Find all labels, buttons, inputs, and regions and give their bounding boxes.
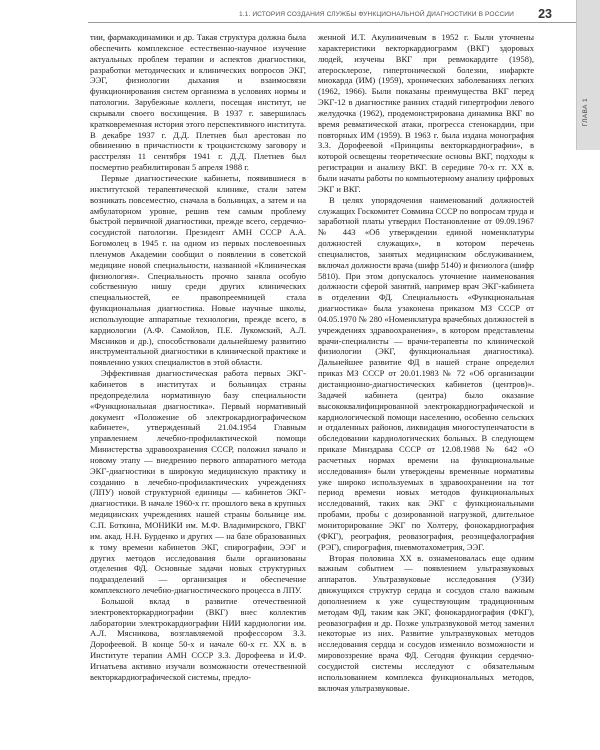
paragraph: тии, фармакодинамики и др. Такая структура должна была обеспечить комплексное естественно-научное изучение актуальных проблем терапии и аспектов диагностики, разработки методических и клинических вопросов ЭКГ, ЭЭГ, физиологии дыхания и взаимосвязи функционирования систем организма в условиях нормы и патологии. Зарубежные коллеги, посещая институт, не скрывали своего восхищения. В 1937 г. завершилась кратковременная история этого перспективного института. В декабре 1937 г. Д.Д. Плетнев был арестован по обвинению в причастности к троцкистскому заговору и расстрелян 11 сентября 1941 г. Д.Д. Плетнев был посмертно реабилитирован 5 апреля 1988 г. (90, 32, 306, 173)
chapter-tab (576, 0, 600, 150)
paragraph: Вторая половина XX в. ознаменовалась еще одним важным событием — появлением ультразвуковых аппаратов. Ультразвуковые исследования (УЗИ) движущихся структур сердца и сосудов стало важным дополнением к уже существующим традиционным методам ФД, таким как ЭКГ, фонокардиография (ФКГ), реовазография и др. Позже ультразвуковой метод заменил некоторые из них. Развитие ультразвуковых методов исследования сердца и сосудов изменило возможности и мировоззрение врача ФД. Сегодня функции сердечно-сосудистой системы исследуют с обязательным использованием комплекса функциональных методов, включая ультразвуковые. (318, 552, 534, 693)
header-rule (88, 22, 578, 23)
page-number: 23 (538, 7, 552, 21)
left-column (90, 32, 306, 683)
chapter-tab-label: ГЛАВА 1 (582, 98, 589, 127)
section-title: 1.1. ИСТОРИЯ СОЗДАНИЯ СЛУЖБЫ ФУНКЦИОНАЛЬНОЙ ДИАГНОСТИКИ В РОССИИ (238, 11, 514, 18)
paragraph: Первые диагностические кабинеты, появившиеся в институтской терапевтической клинике, стали затем возникать повсеместно, сначала в больницах, а затем и на амбулаторном уровне, решив тем самым проблему быстрой первичной диагностики, прежде всего, сердечно-сосудистой патологии. Президент АМН СССР А.А. Богомолец в 1945 г. на одном из первых послевоенных пленумов Академии сообщил о появлении в советской медицине новой специальности, названной «Клиническая физиология». Специальность прочно заняла особую собственную нишу среди других клинических специальностей, ее правопреемницей стала функциональная диагностика. Новые научные школы, использующие аппаратные технологии, прежде всего, в кардиологии (А.Ф. Самойлов, П.Е. Лукомский, А.Л. Мясников и др.), способствовали дальнейшему развитию инструментальной диагностики в клинической практике и появлению узких специалистов в этой области. (90, 172, 306, 368)
paragraph: женной И.Т. Акулиничевым в 1952 г. Были уточнены характеристики векторкардиограмм (ВКГ) здоровых людей, изучены ВКГ при ревмокардите (1958), атеросклерозе, гипертонической болезни, инфаркте миокарда (ИМ) (1959), хронических заболеваниях легких (1962, 1966). Были показаны преимущества ВКГ перед ЭКГ-12 в диагностике ранних стадий гипертрофии левого желудочка (1962), продемонстрирована динамика ВКГ во время ревматической атаки, прогресса стенокардии, при повторных ИМ (1959). В 1963 г. была издана монография З.З. Дорофеевой «Принципы векторкардиографии», в которой освещены теоретические основы ВКГ, подходы к регистрации и анализу ВКГ. В середине 70-х гг. XX в. были начаты работы по компьютерному анализу цифровых ЭКГ и ВКГ. (318, 32, 535, 194)
paragraph: Эффективная диагностическая работа первых ЭКГ-кабинетов в институтах и больницах страны предопределила нормативную базу специальности «Функциональная диагностика». Первый нормативный документ «Положение об электрокардиографическом кабинете», утвержденный 21.04.1954 Главным управлением лечебно-профилактической помощи Министерства здравоохранения СССР, положил начало и новому этапу — внедрению первого аппаратного метода ЭКГ-диагностики в широкую медицинскую практику и созданию в лечебно-профилактических учреждениях (ЛПУ) новой структурной единицы — кабинетов ЭКГ-диагностики. В начале 1960-х гг. прошлого века в крупных медицинских учреждениях нашей страны больнице им. С.П. Боткина, МОНИКИ им. М.Ф. Владимирского, ГВКГ им. акад. Н.Н. Бурденко и других — на базе образованных к тому времени кабинетов ЭКГ, спирографии, ЭЭГ и других методов исследования были организованы отделения ФД. Основные задачи новых структурных подразделений — организация и обеспечение комплексного лечебно-диагностического процесса в ЛПУ. (90, 368, 306, 596)
right-column (318, 32, 534, 693)
paragraph: Большой вклад в развитие отечественной электровекторкардиографии (ВКГ) внес коллектив лаборатории электрокардиографии НИИ кардиологии им. А.Л. Мясникова, возглавляемой профессором З.З. Дорофеевой. В конце 50-х и начале 60-х гг. XX в. в Институте терапии АМН СССР З.З. Дорофеева и И.Ф. Игнатьева активно изучали возможности отечественной векторкардиографической системы, предло- (90, 595, 306, 682)
paragraph: В целях упорядочения наименований должностей служащих Госкомитет Совмина СССР по вопросам труда и заработной платы утвердил Постановление от 09.09.1967 № 443 «Об утверждении единой номенклатуры должностей служащих», в котором перечень специалистов, занятых медицинским обслуживанием, включал должности врача (шифр 5140) и физиолога (шифр 5810). При этом допускалось уточнение наименования должности сферой занятий, например врач ЭКГ-кабинета в отделении ФД. Специальность «Функциональная диагностика» была узаконена приказом МЗ СССР от 04.05.1970 № 280 «Номенклатура врачебных должностей в учреждениях здравоохранения», в котором представлены врачи-специалисты — врачи-терапевты по клинической физиологии (ЭКГ, функциональная диагностика). Дальнейшее развитие ФД в нашей стране определил приказ МЗ СССР от 20.01.1983 № 72 «Об организации дистанционно-диагностических кабинетов (центров)». Задачей кабинета (центра) было оказание высококвалифицированной электрокардиографической и кардиологической помощи населению, особенно сельских и отдаленных районов, ликвидация многоступенчатости в обследовании кардиологических больных. В следующем приказе Минздрава СССР от 12.08.1988 № 642 «О расчетных нормах времени на функциональные исследования» были утверждены временные нормативы уже широко используемых в здравоохранении на тот период времени новых методов функциональных исследований, таких как ЭКГ с функциональными пробами, пробы с дозированной нагрузкой, длительное мониторирование ЭКГ по Холтеру, фонокардиография (ФКГ), реография, реовазография, реоэнцефалография (РЭГ), спирография, пневмотахометрия, ЭЭГ. (318, 194, 534, 552)
